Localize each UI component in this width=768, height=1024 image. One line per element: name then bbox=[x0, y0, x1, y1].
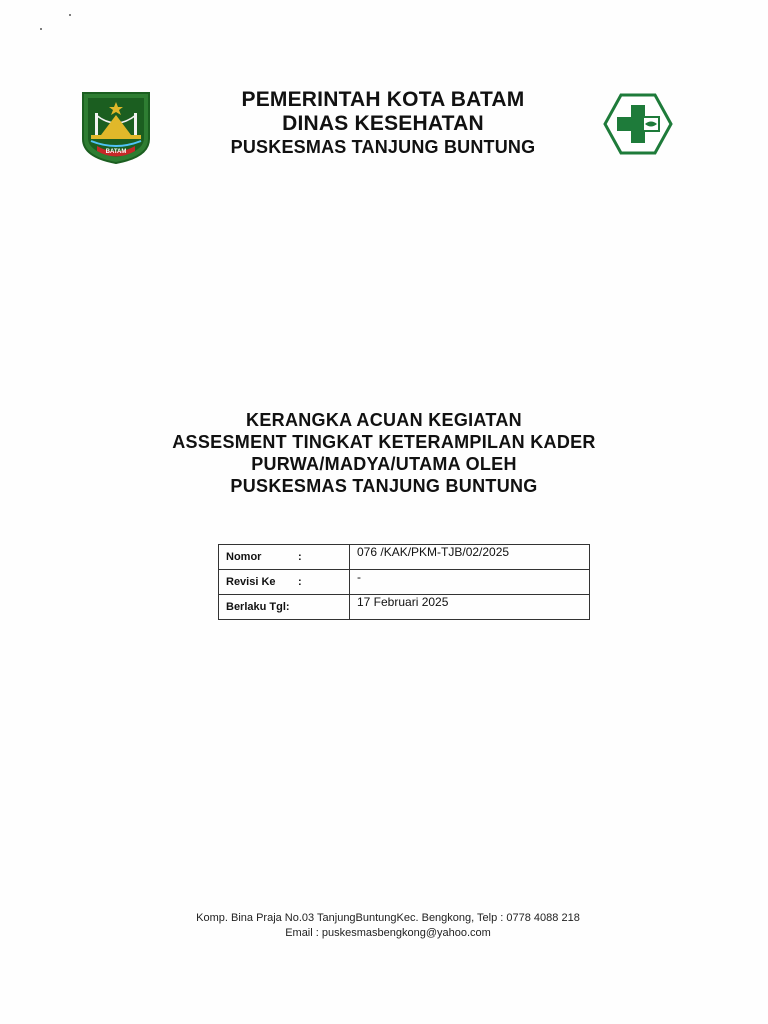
title-line-3: PURWA/MADYA/UTAMA OLEH bbox=[251, 454, 517, 474]
document-info-table bbox=[218, 544, 590, 620]
berlaku-value: 17 Februari 2025 bbox=[357, 595, 449, 609]
nomor-label-cell bbox=[219, 545, 350, 570]
health-center-name: PUSKESMAS TANJUNG BUNTUNG bbox=[230, 137, 536, 157]
title-line-4: PUSKESMAS TANJUNG BUNTUNG bbox=[230, 476, 538, 496]
footer-address: Komp. Bina Praja No.03 TanjungBuntungKec. Bengkong, Telp : 0778 4088 218 bbox=[196, 912, 580, 924]
nomor-value-cell bbox=[350, 545, 590, 570]
footer-email: Email : puskesmasbengkong@yahoo.com bbox=[285, 927, 491, 939]
revisi-label-cell bbox=[219, 570, 350, 595]
table-row bbox=[219, 595, 590, 620]
batam-city-emblem-icon bbox=[81, 91, 151, 165]
table-row bbox=[219, 570, 590, 595]
nomor-label: Nomor bbox=[226, 551, 262, 563]
label-separator: : bbox=[298, 576, 302, 588]
document-title bbox=[100, 409, 668, 497]
footer-contact bbox=[120, 911, 656, 941]
table-row bbox=[219, 545, 590, 570]
label-separator: : bbox=[298, 551, 302, 563]
title-line-1: KERANGKA ACUAN KEGIATAN bbox=[246, 410, 522, 430]
revisi-value: - bbox=[357, 570, 361, 584]
berlaku-label: Berlaku Tgl: bbox=[226, 601, 290, 613]
scan-speck bbox=[40, 28, 42, 30]
department-name: DINAS KESEHATAN bbox=[282, 112, 484, 135]
nomor-value: 076 /KAK/PKM-TJB/02/2025 bbox=[357, 545, 510, 559]
berlaku-label-cell bbox=[219, 595, 350, 620]
government-name: PEMERINTAH KOTA BATAM bbox=[241, 88, 525, 111]
revisi-value-cell bbox=[350, 570, 590, 595]
title-line-2: ASSESMENT TINGKAT KETERAMPILAN KADER bbox=[172, 432, 596, 452]
berlaku-value-cell bbox=[350, 595, 590, 620]
scan-speck bbox=[69, 14, 71, 16]
letterhead bbox=[150, 88, 616, 158]
revisi-label: Revisi Ke bbox=[226, 576, 276, 588]
batam-logo-text: BATAM bbox=[105, 149, 127, 155]
puskesmas-cross-icon bbox=[603, 92, 673, 156]
